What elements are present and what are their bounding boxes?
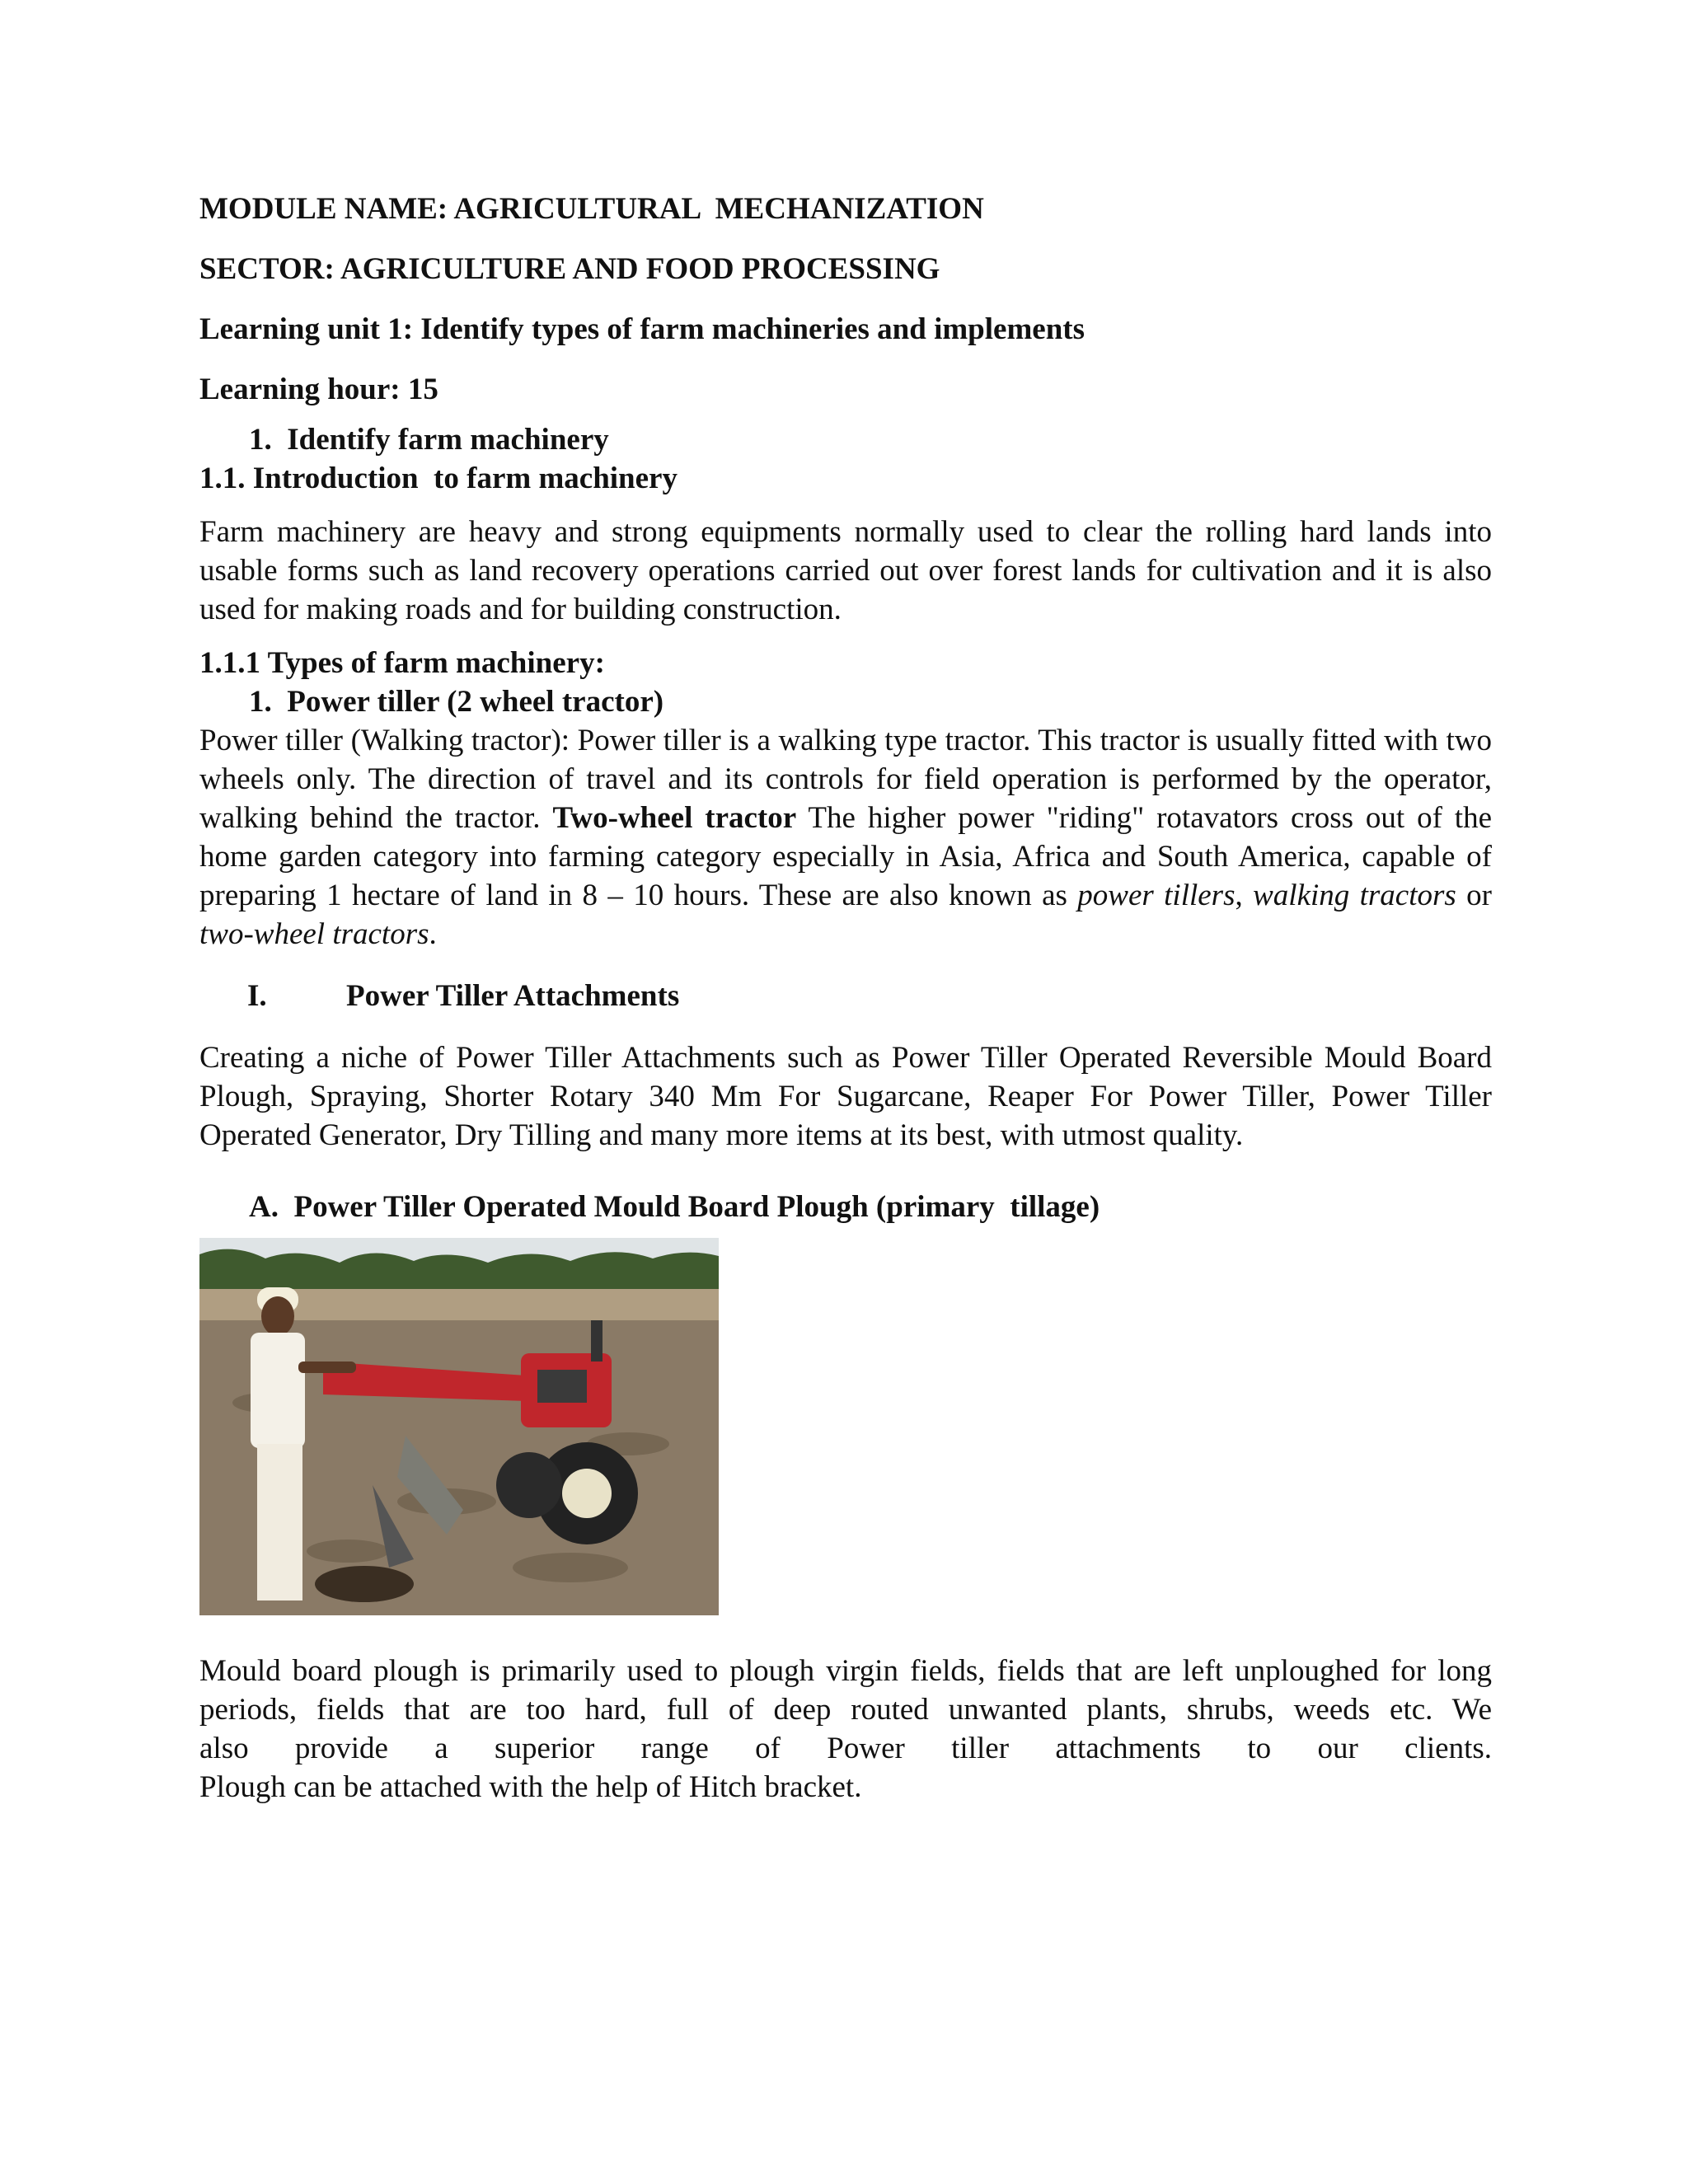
module-name-heading: MODULE NAME: AGRICULTURAL MECHANIZATION (199, 192, 984, 226)
types-heading: 1.1.1 Types of farm machinery: (199, 646, 605, 680)
sep-1: , (1235, 879, 1254, 912)
intro-paragraph: Farm machinery are heavy and strong equipments normally used to clear the rolling hard lands into usable forms such as land recovery operations carried out over forest lands for cultivation and it is also used for making roads and for building construction. (199, 515, 1492, 626)
power-tiller-text-1: Power tiller (Walking tractor): Power tiller is a walking type tractor. This tractor is usually fitted with two wheels only. The direction of travel and its controls for field operation is performed by the operator, walking behind the tractor. (199, 724, 1492, 835)
power-tiller-photo (199, 1238, 719, 1615)
term-power-tillers: power tillers (1077, 879, 1236, 912)
power-tiller-heading: 1. Power tiller (2 wheel tractor) (249, 685, 664, 719)
plough-heading: A. Power Tiller Operated Mould Board Plough (primary tillage) (249, 1190, 1100, 1224)
attachments-paragraph: Creating a niche of Power Tiller Attachments such as Power Tiller Operated Reversible Mould Board Plough, Spraying, Shorter Rotary 340 Mm For Sugarcane, Reaper For Power Tiller, Power Tiller Operated Generator, Dry Tilling and many more items at its best, with utmost quality. (199, 1041, 1492, 1152)
end-period: . (429, 917, 437, 951)
roman-numeral: I. (247, 979, 267, 1013)
term-walking-tractors: walking tractors (1253, 879, 1456, 912)
plough-paragraph-line-3: Plough can be attached with the help of Hitch bracket. (199, 1770, 862, 1804)
attachments-heading (199, 977, 1492, 1015)
power-tiller-paragraph (199, 721, 1492, 954)
sector-heading: SECTOR: AGRICULTURE AND FOOD PROCESSING (199, 252, 940, 286)
plough-paragraph-line-1: Mould board plough is primarily used to plough virgin fields, fields that are left unploughed for long periods, fields that are too hard, full of deep routed unwanted plants, shrubs, weeds etc. We (199, 1654, 1492, 1727)
power-tiller-text-2: The higher power "riding" rotavators cross out of the home garden category into farming category especially in Asia, Africa and South America, capable of preparing 1 hectare of land in 8 – 10 hours. These are also known as (199, 801, 1492, 912)
document-body (199, 190, 1492, 1807)
plough-paragraph-line-2: also provide a superior range of Power tiller attachments to our clients. (199, 1732, 1492, 1765)
attachments-title: Power Tiller Attachments (346, 979, 680, 1013)
section-1-1-heading: 1.1. Introduction to farm machinery (199, 462, 678, 495)
term-two-wheel-tractors: two-wheel tractors (199, 917, 429, 951)
section-1-heading: 1. Identify farm machinery (249, 423, 609, 457)
two-wheel-tractor-term: Two-wheel tractor (552, 801, 797, 835)
learning-unit-heading: Learning unit 1: Identify types of farm machineries and implements (199, 312, 1085, 346)
sep-2: or (1456, 879, 1492, 912)
learning-hour-heading: Learning hour: 15 (199, 373, 438, 406)
